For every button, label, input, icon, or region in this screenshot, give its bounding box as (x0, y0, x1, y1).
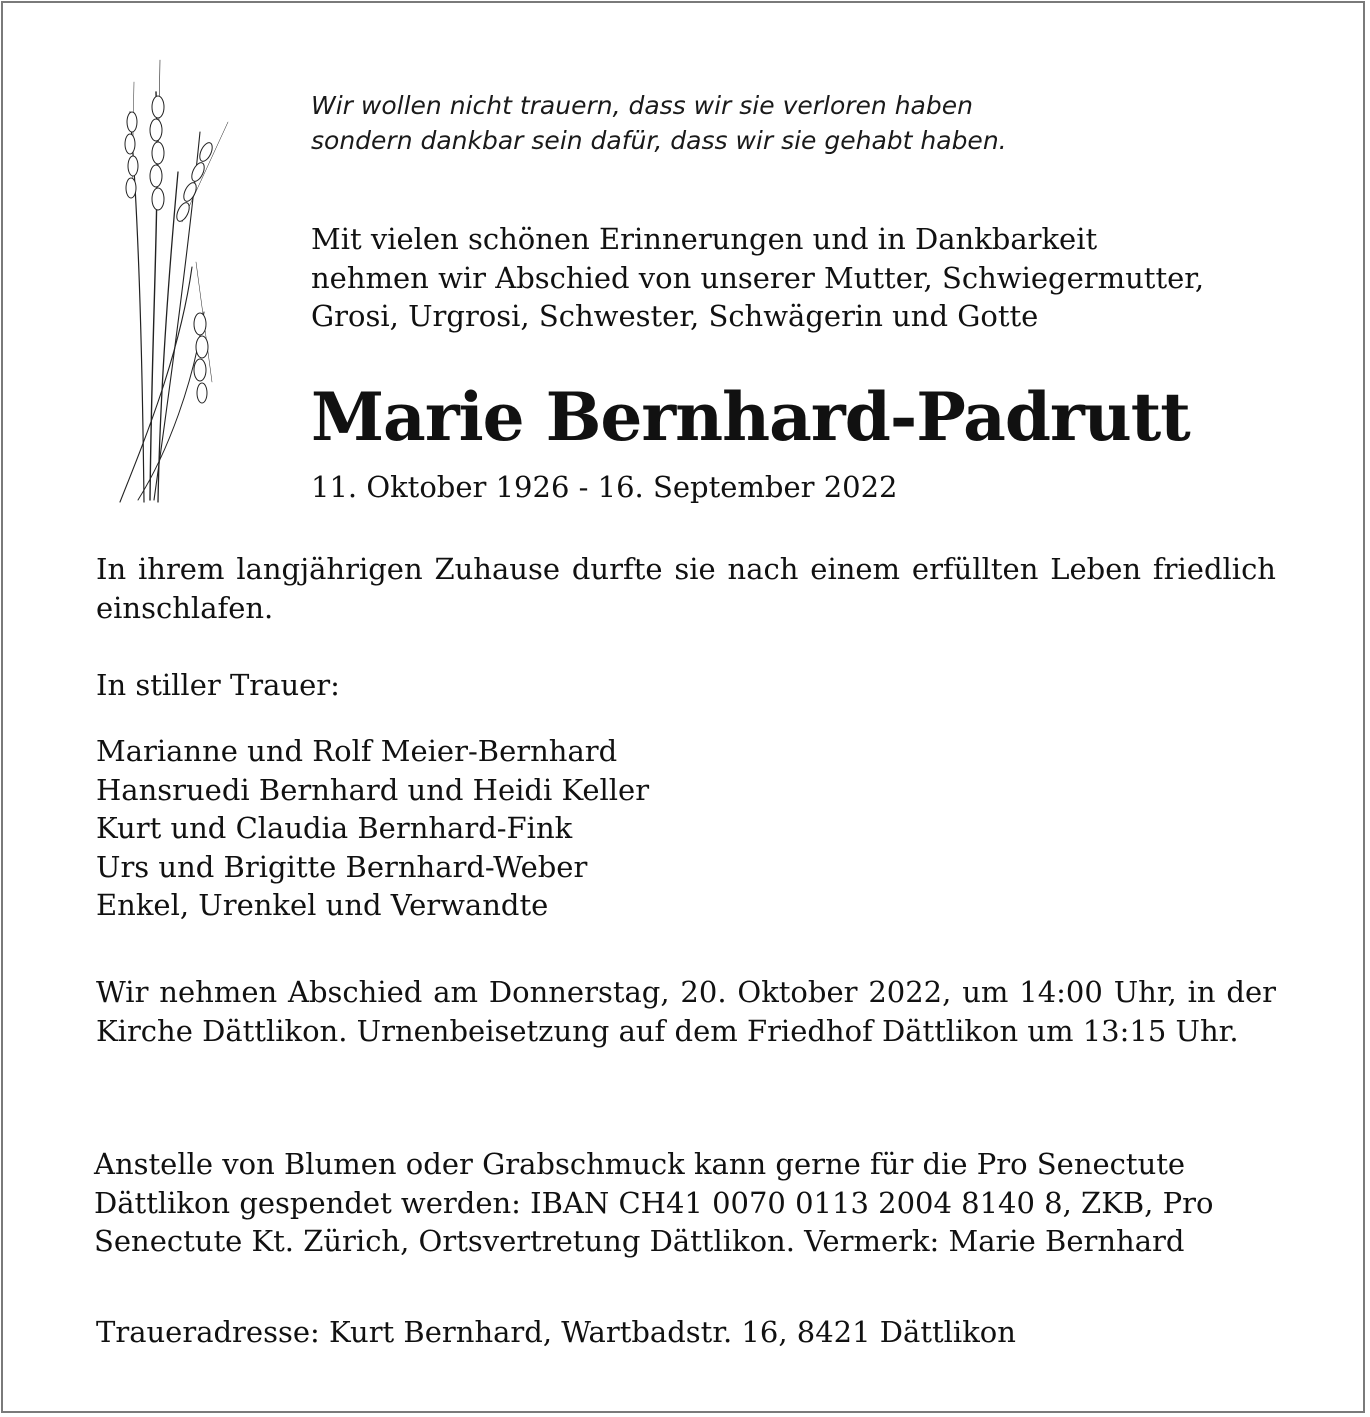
quote-line: sondern dankbar sein dafür, dass wir sie gehabt haben. (311, 126, 1007, 155)
mourning-label: In stiller Trauer: (96, 668, 340, 702)
ceremony-paragraph: Wir nehmen Abschied am Donnerstag, 20. Oktober 2022, um 14:00 Uhr, in der Kirche Dättlikon. Urnenbeisetzung auf dem Friedhof Dättlikon um 13:15 Uhr. (96, 975, 1276, 1048)
memorial-quote (311, 88, 1271, 158)
mourner-item: Marianne und Rolf Meier-Bernhard (96, 734, 618, 768)
mourner-item: Hansruedi Bernhard und Heidi Keller (96, 772, 650, 807)
life-dates: 11. Oktober 1926 - 16. September 2022 (311, 470, 898, 504)
intro-line: Mit vielen schönen Erinnerungen und in Dankbarkeit (311, 222, 1098, 256)
intro-text (311, 220, 1321, 336)
wheat-ears-icon (108, 52, 248, 504)
passing-paragraph: In ihrem langjährigen Zuhause durfte sie nach einem erfüllten Leben friedlich einschlafen. (96, 552, 1276, 625)
intro-line: Grosi, Urgrosi, Schwester, Schwägerin und Gotte (311, 299, 1039, 333)
mourner-item: Kurt und Claudia Bernhard-Fink (96, 811, 573, 845)
mourner-item: Urs und Brigitte Bernhard-Weber (96, 849, 588, 884)
donation-line: Dättlikon gespendet werden: IBAN CH41 0070 0113 2004 8140 8, ZKB, Pro (94, 1185, 1214, 1220)
donation-paragraph (94, 1145, 1294, 1261)
mourner-item: Enkel, Urenkel und Verwandte (96, 888, 549, 922)
donation-line: Anstelle von Blumen oder Grabschmuck kann gerne für die Pro Senectute (94, 1147, 1186, 1181)
mourners-list (96, 732, 1276, 925)
quote-line: Wir wollen nicht trauern, dass wir sie verloren haben (311, 91, 973, 120)
intro-line: nehmen wir Abschied von unserer Mutter, Schwiegermutter, (311, 260, 1205, 295)
deceased-name: Marie Bernhard-Padrutt (311, 378, 1190, 456)
mourning-address: Traueradresse: Kurt Bernhard, Wartbadstr. 16, 8421 Dättlikon (96, 1315, 1016, 1349)
donation-line: Senectute Kt. Zürich, Ortsvertretung Dättlikon. Vermerk: Marie Bernhard (94, 1224, 1185, 1258)
